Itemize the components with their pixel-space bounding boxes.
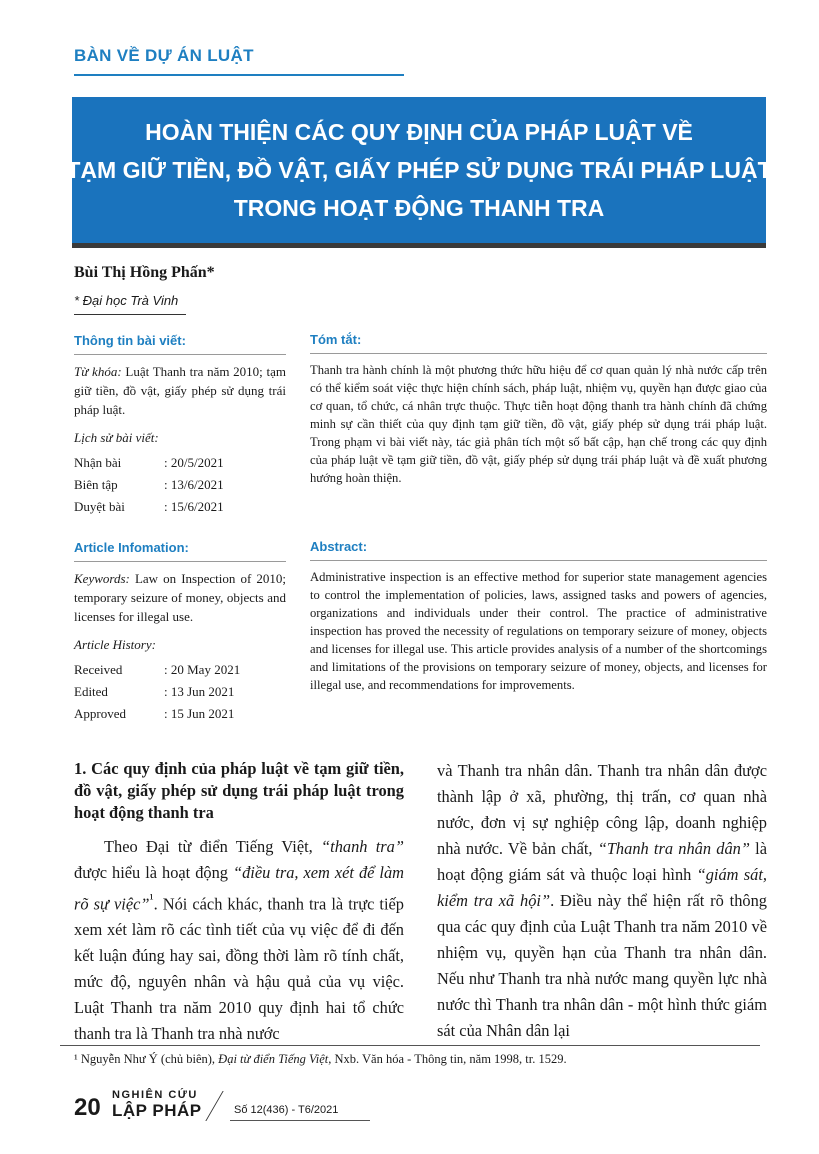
vn-summary-text: Thanh tra hành chính là một phương thức hữu hiệu để cơ quan quản lý nhà nước cấp trên có thể kiểm soát việc thực hiện chính sách, pháp luật, nhiệm vụ, quyền hạn được giao của cơ quan, tổ chức, cá nhân trực thuộc. Thực tiễn hoạt động thanh tra hành chính đã chứng minh sự cần thiết của quy định tạm giữ tiền, đồ vật, giấy phép sử dụng trái pháp luật. Trong phạm vi bài viết này, tác giả phân tích một số bất cập, hạn chế trong các quy định của pháp luật về tạm giữ tiền, đồ vật, giấy phép sử dụng trái pháp luật và đề xuất phương hướng hoàn thiện. xyxy=(310,363,767,485)
history-label: Duyệt bài xyxy=(74,498,125,514)
text-run: . Điều này thể hiện rất rõ thông qua các quy định của Luật Thanh tra năm 2010 về nhiệm vụ, quyền hạn của Thanh tra nhân dân. Nếu như Thanh tra nhà nước mang quyền lực nhà nước thì Thanh tra nhân dân - một hình thức giám sát của Nhân dân lại xyxy=(437,891,767,1040)
vn-history-title: Lịch sử bài viết: xyxy=(74,430,159,445)
footnote xyxy=(74,1052,567,1067)
title-line-3: TRONG HOẠT ĐỘNG THANH TRA xyxy=(233,195,605,221)
text-run: và Thanh tra nhân dân. Thanh tra nhân dân được thành lập ở xã, phường, thị trấn, cơ quan nhà nước, đơn vị sự nghiệp công lập, doanh nghiệp nhà nước. Về bản chất, xyxy=(437,761,767,858)
quoted-definition: “điều tra, xem xét để làm rõ sự việc” xyxy=(74,863,404,914)
en-history-row xyxy=(74,702,286,724)
vn-info-rule xyxy=(74,354,286,355)
affiliation-rule xyxy=(74,314,186,315)
text-run: ¹ Nguyễn Như Ý (chủ biên), xyxy=(74,1052,219,1066)
quoted-term: “giám sát, kiểm tra xã hội” xyxy=(437,865,767,910)
en-keywords xyxy=(74,569,286,626)
vn-history-row xyxy=(74,495,286,517)
en-history-row xyxy=(74,680,286,702)
vn-keyword-label: Từ khóa: xyxy=(74,364,122,379)
brand-slash xyxy=(205,1091,223,1121)
footnote-ref: ¹ xyxy=(149,891,154,906)
section-heading: 1. Các quy định của pháp luật về tạm giữ tiền, đồ vật, giấy phép sử dụng trái pháp luật trong hoạt động thanh tra xyxy=(74,759,404,822)
en-abstract-rule xyxy=(310,560,767,561)
vn-history-row xyxy=(74,451,286,473)
vn-summary-heading: Tóm tắt: xyxy=(310,332,362,347)
en-abstract-text: Administrative inspection is an effective method for superior state management agencies to control the implementation of policies, laws, assigned tasks and powers of agencies, organizations and individuals under their control. The practice of administrative inspection has proved the necessity of regulations on temporary seizure of money, objects and licenses for illegal use. This article provides analysis of a number of the shortcomings and limitations of the provisions on temporary seizure of money, objects, and licenses for illegal use, and recommendations for improvements. xyxy=(310,570,767,692)
en-history-title: Article History: xyxy=(74,637,156,652)
history-value: : 13 Jun 2021 xyxy=(164,683,235,699)
history-label: Approved xyxy=(74,705,126,721)
text-run: Theo Đại từ điển Tiếng Việt, xyxy=(104,837,322,856)
section-tag-rule xyxy=(74,74,404,76)
vn-article-info xyxy=(74,331,286,517)
section-tag: BÀN VỀ DỰ ÁN LUẬT xyxy=(74,46,254,65)
en-abstract-heading: Abstract: xyxy=(310,539,368,554)
body-column-left xyxy=(74,758,404,1047)
vn-summary xyxy=(310,331,767,487)
page-number: 20 xyxy=(74,1094,101,1121)
en-keyword-label: Keywords: xyxy=(74,571,130,586)
en-info-heading: Article Infomation: xyxy=(74,540,189,555)
book-title: Đại từ điển Tiếng Việt xyxy=(218,1052,329,1066)
en-abstract xyxy=(310,538,767,694)
en-article-info xyxy=(74,538,286,724)
en-info-rule xyxy=(74,561,286,562)
title-banner xyxy=(66,97,772,248)
title-line-1: HOÀN THIỆN CÁC QUY ĐỊNH CỦA PHÁP LUẬT VỀ xyxy=(145,119,693,145)
brand-top: NGHIÊN CỨU xyxy=(112,1089,198,1101)
issue-info: Số 12(436) - T6/2021 xyxy=(234,1104,339,1116)
author-name: Bùi Thị Hồng Phấn* xyxy=(74,264,215,281)
body-paragraph-1 xyxy=(74,834,404,1047)
title-line-2: TẠM GIỮ TIỀN, ĐỒ VẬT, GIẤY PHÉP SỬ DỤNG TRÁI PHÁP LUẬT xyxy=(66,157,772,183)
issue-rule xyxy=(230,1120,370,1121)
text-run: , Nxb. Văn hóa - Thông tin, năm 1998, tr. 1529. xyxy=(328,1052,567,1066)
history-label: Nhận bài xyxy=(74,454,122,470)
body-paragraph-2 xyxy=(437,758,767,1044)
vn-keywords xyxy=(74,362,286,419)
vn-info-heading: Thông tin bài viết: xyxy=(74,333,186,348)
history-value: : 20/5/2021 xyxy=(164,454,224,470)
body-column-right xyxy=(437,758,767,1044)
history-value: : 15/6/2021 xyxy=(164,498,224,514)
quoted-term: “thanh tra” xyxy=(321,837,404,856)
quoted-term: “Thanh tra nhân dân” xyxy=(597,839,750,858)
text-run: được hiểu là hoạt động xyxy=(74,863,233,882)
vn-history-row xyxy=(74,473,286,495)
history-value: : 20 May 2021 xyxy=(164,661,241,677)
vn-keyword-text: Luật Thanh tra năm 2010; tạm giữ tiền, đồ vật, giấy phép sử dụng trái pháp luật. xyxy=(74,364,287,417)
history-value: : 13/6/2021 xyxy=(164,476,224,492)
footnote-rule xyxy=(60,1045,760,1046)
history-value: : 15 Jun 2021 xyxy=(164,705,235,721)
vn-summary-rule xyxy=(310,353,767,354)
text-run: . Nói cách khác, thanh tra là trực tiếp xem xét làm rõ các tình tiết của vụ việc để đi đến kết luận đúng hay sai, đồng thời làm rõ tính chất, mức độ, nguyên nhân và hậu quả của vụ việc. Luật Thanh tra năm 2010 quy định hai tổ chức thanh tra là Thanh tra nhà nước xyxy=(74,894,404,1044)
en-history-row xyxy=(74,658,286,680)
en-keyword-text: Law on Inspection of 2010; temporary seizure of money, objects and licenses for illegal use. xyxy=(74,571,286,624)
journal-brand xyxy=(112,1088,202,1118)
text-run: là hoạt động giám sát và thuộc loại hình xyxy=(437,839,767,884)
history-label: Received xyxy=(74,661,123,677)
history-label: Edited xyxy=(74,683,108,699)
history-label: Biên tập xyxy=(74,476,118,492)
author-affiliation: * Đại học Trà Vinh xyxy=(74,293,179,308)
brand-bottom: LẬP PHÁP xyxy=(112,1101,202,1120)
